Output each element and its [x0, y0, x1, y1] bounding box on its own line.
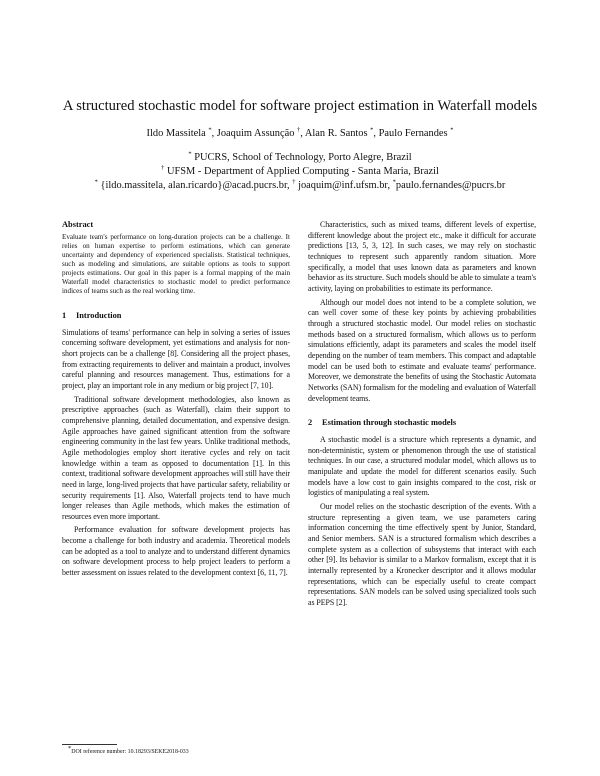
- paragraph: Characteristics, such as mixed teams, different levels of expertise, different knowledge about the project etc., make it difficult for accurate predictions [13, 5, 3, 12]. In such cases, we may rely on stochastic techniques to represent such apparently random situation. More specifically, a model that uses known data as parameters and known behavior as its structure. Such models should be able to simulate a team's activity, laying on probabilities to estimate its performance.: [308, 220, 536, 293]
- affiliation-mark: *: [392, 178, 396, 186]
- affiliation-mark: *: [188, 150, 192, 158]
- email-list: [0, 180, 600, 191]
- section-number: 1: [62, 310, 67, 320]
- affiliation-1: [0, 152, 600, 163]
- section-heading: [308, 418, 536, 427]
- affiliation-2: [0, 166, 600, 177]
- section-title: Introduction: [76, 310, 122, 320]
- affiliation-mark: †: [292, 178, 296, 186]
- paragraph: A stochastic model is a structure which represents a dynamic, and non-deterministic, system or phenomenon through the use of statistical techniques. In our case, a structured modular model, which allows us to manipulate and update the model for different scenarios easily. Such models have a low cost to gain insights compared to the cost, risk or logistics of manipulating a real system.: [308, 435, 536, 498]
- footnote-mark: *: [68, 745, 72, 753]
- paragraph: Although our model does not intend to be a complete solution, we can well cover some of these key points by achieving probabilities through a structured stochastic model. Our model relies on stochastic methods based on a structured formalism, which allows us to perform simulations efficiently, adapt its parameters and scales the model itself depending on the number of team members. This compact and adaptable model can be used both to estimate and evaluate teams' performance. Moreover, we demonstrate the benefits of using the Stochastic Automata Networks (SAN) formalism for the modeling and evaluation of Waterfall development teams.: [308, 297, 536, 403]
- footnote-text: DOI reference number: 10.18293/SEKE2018-033: [71, 749, 189, 755]
- affiliation-mark: †: [161, 164, 165, 172]
- affiliation-mark: *: [450, 126, 454, 134]
- affiliation-mark: *: [208, 126, 212, 134]
- section-number: 2: [308, 418, 313, 428]
- email-group: paulo.fernandes@pucrs.br: [395, 180, 506, 191]
- email-group: joaquim@inf.ufsm.br,: [298, 180, 391, 191]
- paragraph: Performance evaluation for software development projects has become a challenge for both industry and academia. Theoretical models can be adopted as a tool to analyze and to understand different dynamics on software development process to help project leaders to perform a better assessment on issues related to the development context [6, 11, 7].: [62, 525, 290, 578]
- abstract-heading: Abstract: [62, 220, 94, 229]
- author-name: Joaquim Assunção: [216, 128, 295, 139]
- author-name: Alan R. Santos: [304, 128, 368, 139]
- separator: ,: [300, 128, 305, 139]
- author-list: [0, 128, 600, 139]
- affiliation-text: PUCRS, School of Technology, Porto Alegre, Brazil: [194, 152, 412, 163]
- affiliation-mark: *: [94, 178, 98, 186]
- affiliation-text: UFSM - Department of Applied Computing - Santa Maria, Brazil: [167, 166, 439, 177]
- paragraph: Our model relies on the stochastic description of the events. With a structure representing a given team, we use parameters caring information concerning the time effectively spent by Junior, Standard, and Senior members. SAN is a structured formalism which describes a complete system as a collection of subsystems that interact with each other [9]. Its behavior is similar to a Markov formalism, except that it is internally represented by a Kronecker descriptor and it allows modular representations, which can be especially useful to create compact representations. SAN models can be solved using specialized tools such as PEPS [2].: [308, 502, 536, 607]
- right-column: [308, 220, 536, 609]
- affiliation-mark: *: [370, 126, 374, 134]
- section-title: Estimation through stochastic models: [322, 418, 457, 428]
- paragraph: Simulations of teams' performance can help in solving a series of issues concerning software development, yet estimations and analysis for non-short projects can be a challenge [8]. Considering all the project phases, from extracting requirements to deliver and maintain a product, involves careful planning and resources management. Thus, estimations for a project, play an important role in any medium or big project [7, 10].: [62, 327, 290, 390]
- author-name: Ildo Massitela: [146, 128, 206, 139]
- paper-title: A structured stochastic model for software project estimation in Waterfall models: [62, 98, 538, 114]
- separator: ,: [373, 128, 379, 139]
- footnote: [68, 745, 189, 755]
- email-group: {ildo.massitela, alan.ricardo}@acad.pucrs.br,: [100, 180, 290, 191]
- paragraph: Traditional software development methodologies, also known as prescriptive approaches (such as Waterfall), claim their support to comprehensive planning, detailed documentation, and expensive design. Agile approaches have gained significant attention from the software engineering community in the last few years. Unlike traditional methods, Agile methodologies employ short iterative cycles and rely on tacit knowledge within a team as opposed to documentation [1]. In this context, traditional software development approaches will still have their need in large, long-lived projects that have particular safety, reliability or security requirements [1]. Also, Waterfall projects tend to have much longer releases than Agile methods, which makes the estimation of resources even more important.: [62, 394, 290, 521]
- left-column: [62, 220, 290, 579]
- abstract-text: Evaluate team's performance on long-duration projects can be a challenge. It relies on human expertise to perform estimations, which can generate uncertainty and dependency of experienced specialists. Statistical techniques, such as modeling and simulations, are suitable options as tools to support projects estimations. Our goal in this paper is a formal mapping of the main Waterfall model characteristics to stochastic model to predict performance indices of teams such as the real working time.: [62, 233, 290, 295]
- separator: ,: [211, 128, 217, 139]
- author-name: Paulo Fernandes: [378, 128, 448, 139]
- section-heading: [62, 311, 290, 320]
- affiliation-mark: †: [297, 126, 301, 134]
